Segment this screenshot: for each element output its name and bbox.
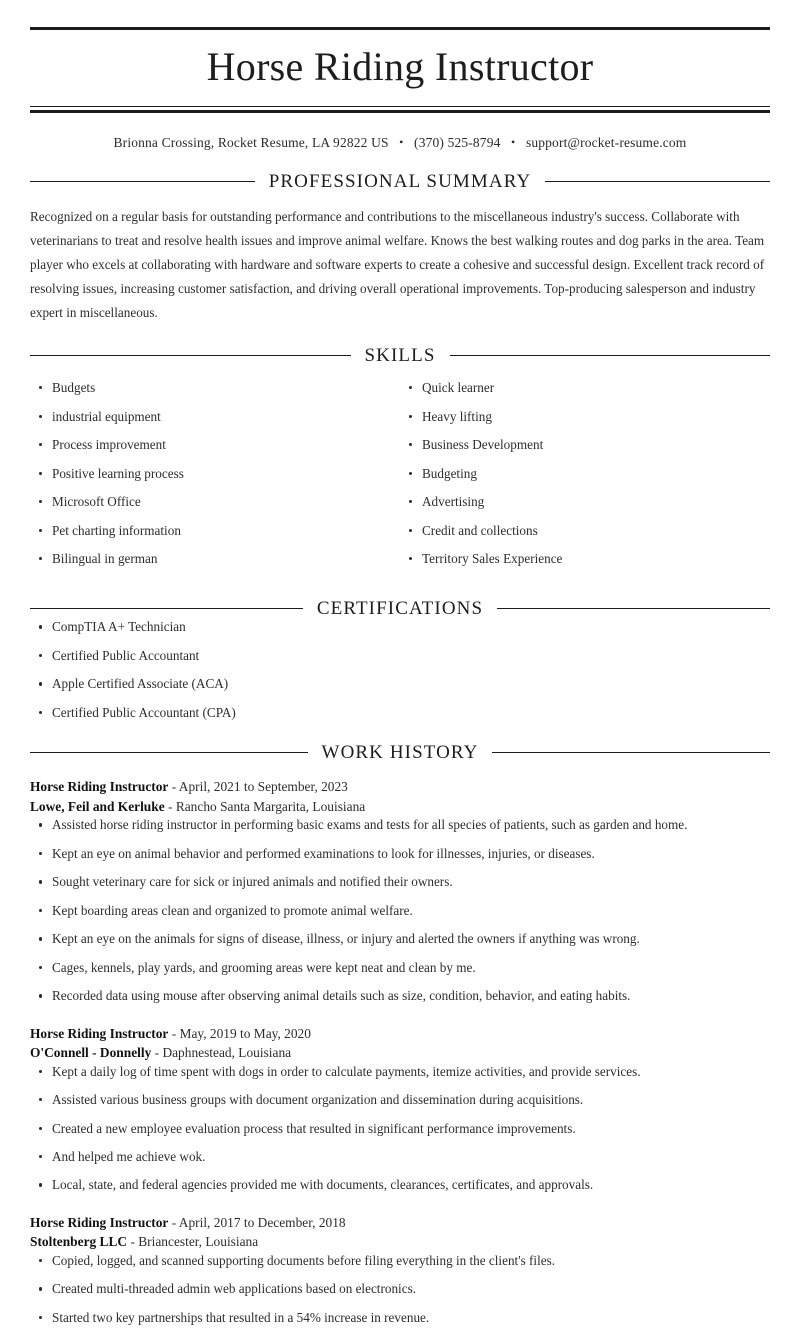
section-title: SKILLS	[364, 345, 436, 367]
resume-header	[30, 27, 770, 151]
job-bullet-item: Copied, logged, and scanned supporting documents before filing everything in the client's files.	[30, 1252, 770, 1270]
heading-rule-left	[30, 355, 351, 356]
job-company-line	[30, 797, 770, 816]
job-title-separator: -	[168, 1214, 179, 1230]
skills-column-right	[400, 379, 770, 578]
job-title: Horse Riding Instructor	[30, 779, 169, 795]
heading-rule-right	[545, 181, 770, 182]
job-location: Briancester, Louisiana	[138, 1234, 259, 1250]
contact-email: support@rocket-resume.com	[525, 135, 687, 150]
job-dates: April, 2017 to December, 2018	[178, 1214, 346, 1230]
skills-list-left	[30, 379, 400, 568]
job-company-separator: -	[164, 798, 176, 814]
skill-item: Microsoft Office	[30, 493, 400, 511]
job-title: Horse Riding Instructor	[30, 1025, 169, 1041]
skill-item: Pet charting information	[30, 522, 400, 540]
job-company: Lowe, Feil and Kerluke	[30, 798, 165, 814]
job-dates: April, 2021 to September, 2023	[178, 779, 348, 795]
contact-separator-1: •	[399, 135, 404, 149]
job-title-separator: -	[168, 779, 179, 795]
skill-item: Positive learning process	[30, 465, 400, 483]
section-title: CERTIFICATIONS	[316, 598, 484, 620]
certification-item: Certified Public Accountant	[30, 647, 770, 665]
work-history-entry	[30, 777, 770, 1005]
contact-address: Brionna Crossing, Rocket Resume, LA 92822 US	[113, 135, 389, 150]
job-company-separator: -	[127, 1234, 139, 1250]
section-work-history	[30, 743, 770, 1327]
job-bullet-item: Assisted horse riding instructor in performing basic exams and tests for all species of patients, such as garden and home.	[30, 816, 770, 834]
job-bullet-item: Recorded data using mouse after observing animal details such as size, condition, behavior, and eating habits.	[30, 987, 770, 1005]
heading-rule-left	[30, 181, 255, 182]
job-title-line	[30, 1024, 770, 1043]
skill-item: Credit and collections	[400, 522, 770, 540]
section-title: WORK HISTORY	[321, 742, 479, 764]
heading-rule-right	[497, 608, 770, 609]
job-bullet-item: Cages, kennels, play yards, and grooming areas were kept neat and clean by me.	[30, 959, 770, 977]
work-history-list	[30, 777, 770, 1327]
job-bullet-item: Created multi-threaded admin web applications based on electronics.	[30, 1280, 770, 1298]
section-certifications	[30, 599, 770, 722]
heading-rule-right	[450, 355, 771, 356]
job-title-line	[30, 777, 770, 796]
skill-item: Bilingual in german	[30, 550, 400, 568]
job-bullet-list	[30, 816, 770, 1005]
page-title: Horse Riding Instructor	[206, 44, 594, 89]
skill-item: Territory Sales Experience	[400, 550, 770, 568]
skills-list-right	[400, 379, 770, 568]
contact-line	[30, 113, 770, 151]
job-location: Rancho Santa Margarita, Louisiana	[175, 798, 366, 814]
job-bullet-list	[30, 1252, 770, 1327]
job-company-line	[30, 1043, 770, 1062]
skill-item: Process improvement	[30, 436, 400, 454]
section-title: PROFESSIONAL SUMMARY	[268, 171, 532, 192]
heading-rule-left	[30, 752, 308, 753]
job-bullet-item: Kept boarding areas clean and organized to promote animal welfare.	[30, 902, 770, 920]
skill-item: Quick learner	[400, 379, 770, 397]
contact-phone: (370) 525-8794	[414, 135, 501, 150]
skill-item: industrial equipment	[30, 408, 400, 426]
skill-item: Heavy lifting	[400, 408, 770, 426]
professional-summary-text: Recognized on a regular basis for outstanding performance and contributions to the miscellaneous industry's success. Collaborate with veterinarians to treat and resolve health issues and improve animal welfare. Knows the best walking routes and dog parks in the area. Team player who excels at collaborating with hardware and software experts to create a cohesive and successful design. Excellent track record of resolving issues, increasing customer satisfaction, and driving overall operational improvements. Top-producing salesperson and industry expert in miscellaneous.	[30, 209, 765, 321]
job-bullet-item: Kept an eye on the animals for signs of disease, illness, or injury and alerted the owners if anything was wrong.	[30, 930, 770, 948]
job-company-line	[30, 1232, 770, 1251]
job-dates: May, 2019 to May, 2020	[179, 1025, 311, 1041]
header-bottom-rule	[30, 106, 770, 113]
contact-separator-2: •	[511, 135, 516, 149]
resume-document	[0, 27, 800, 1327]
certification-item: Certified Public Accountant (CPA)	[30, 704, 770, 722]
certifications-list	[30, 618, 770, 722]
job-bullet-item: Kept an eye on animal behavior and performed examinations to look for illnesses, injuries, or diseases.	[30, 845, 770, 863]
heading-rule-right	[492, 752, 770, 753]
section-skills	[30, 346, 770, 578]
heading-rule-left	[30, 608, 303, 609]
work-history-entry	[30, 1024, 770, 1195]
job-title-line	[30, 1213, 770, 1232]
skill-item: Budgeting	[400, 465, 770, 483]
section-professional-summary	[30, 172, 770, 325]
section-heading-certifications	[30, 599, 770, 618]
skill-item: Budgets	[30, 379, 400, 397]
job-bullet-item: And helped me achieve wok.	[30, 1148, 770, 1166]
job-location: Daphnestead, Louisiana	[162, 1045, 292, 1061]
job-bullet-item: Assisted various business groups with document organization and dissemination during acquisitions.	[30, 1091, 770, 1109]
job-bullet-list	[30, 1063, 770, 1195]
section-heading-skills	[30, 346, 770, 365]
section-heading-work-history	[30, 743, 770, 762]
job-bullet-item: Sought veterinary care for sick or injured animals and notified their owners.	[30, 873, 770, 891]
job-bullet-item: Started two key partnerships that resulted in a 54% increase in revenue.	[30, 1309, 770, 1327]
job-bullet-item: Kept a daily log of time spent with dogs in order to calculate payments, itemize activities, and provide services.	[30, 1063, 770, 1081]
job-bullet-item: Local, state, and federal agencies provided me with documents, clearances, certificates, and approvals.	[30, 1176, 770, 1194]
job-company: Stoltenberg LLC	[30, 1234, 128, 1250]
certification-item: CompTIA A+ Technician	[30, 618, 770, 636]
job-company-separator: -	[151, 1045, 163, 1061]
section-heading-professional-summary	[30, 172, 770, 191]
certification-item: Apple Certified Associate (ACA)	[30, 675, 770, 693]
work-history-entry	[30, 1213, 770, 1327]
job-bullet-item: Created a new employee evaluation process that resulted in significant performance improvements.	[30, 1120, 770, 1138]
job-title-separator: -	[168, 1025, 180, 1041]
skill-item: Business Development	[400, 436, 770, 454]
job-company: O'Connell - Donnelly	[30, 1045, 152, 1061]
skill-item: Advertising	[400, 493, 770, 511]
skills-grid	[30, 379, 770, 578]
skills-column-left	[30, 379, 400, 578]
job-title: Horse Riding Instructor	[30, 1214, 169, 1230]
